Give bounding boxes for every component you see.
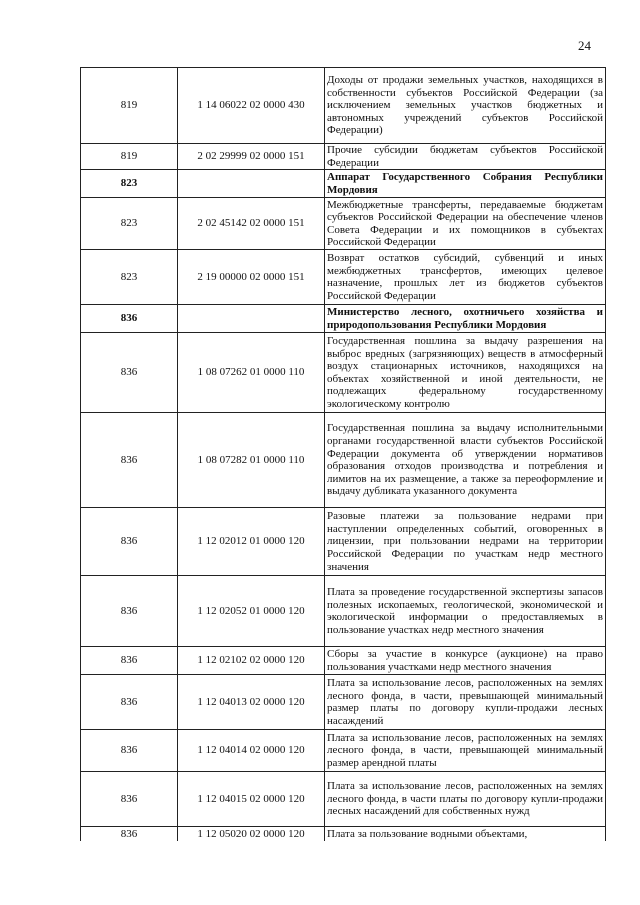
kbk-code-cell: 1 12 02012 01 0000 120 [178, 508, 325, 576]
admin-code-cell: 836 [81, 772, 178, 827]
revenue-codes-table [80, 67, 606, 841]
admin-code-cell: 836 [81, 413, 178, 508]
admin-code-cell: 819 [81, 68, 178, 144]
description-cell: Плата за использование лесов, расположенных на землях лесного фонда, в части, превышающей минимальный размер платы по договору купли-продажи лесных насаждений [325, 675, 606, 730]
table-row [81, 413, 606, 508]
admin-code-cell: 823 [81, 250, 178, 305]
table-row [81, 576, 606, 647]
kbk-code-cell: 1 12 04014 02 0000 120 [178, 730, 325, 772]
description-cell: Плата за использование лесов, расположенных на землях лесного фонда, в части, превышающей минимальный размер арендной платы [325, 730, 606, 772]
description-cell: Плата за проведение государственной экспертизы запасов полезных ископаемых, геологической, экономической и экологической информации о предоставляемых в пользование участках недр местного значения [325, 576, 606, 647]
admin-code-cell: 823 [81, 170, 178, 198]
kbk-code-cell [178, 305, 325, 333]
kbk-code-cell: 1 12 05020 02 0000 120 [178, 827, 325, 841]
table-row [81, 827, 606, 841]
description-cell: Аппарат Государственного Собрания Республики Мордовия [325, 170, 606, 198]
admin-code-cell: 836 [81, 827, 178, 841]
admin-code-cell: 836 [81, 675, 178, 730]
kbk-code-cell: 2 02 45142 02 0000 151 [178, 198, 325, 250]
table-row [81, 508, 606, 576]
description-cell: Государственная пошлина за выдачу разрешения на выброс вредных (загрязняющих) веществ в атмосферный воздух стационарных источников, находящихся на объектах хозяйственной и иной деятельности, не подлежащих федеральному государственному экологическому контролю [325, 333, 606, 413]
admin-code-cell: 836 [81, 730, 178, 772]
table-row [81, 730, 606, 772]
table-row [81, 250, 606, 305]
admin-code-cell: 823 [81, 198, 178, 250]
table-row [81, 170, 606, 198]
description-cell: Сборы за участие в конкурсе (аукционе) на право пользования участками недр местного значения [325, 647, 606, 675]
admin-code-cell: 836 [81, 647, 178, 675]
description-cell: Плата за использование лесов, расположенных на землях лесного фонда, в части платы по договору купли-продажи лесных насаждений для собственных нужд [325, 772, 606, 827]
table-row [81, 144, 606, 170]
kbk-code-cell: 1 12 04013 02 0000 120 [178, 675, 325, 730]
admin-code-cell: 836 [81, 305, 178, 333]
admin-code-cell: 836 [81, 508, 178, 576]
kbk-code-cell: 2 19 00000 02 0000 151 [178, 250, 325, 305]
table-row [81, 772, 606, 827]
kbk-code-cell: 2 02 29999 02 0000 151 [178, 144, 325, 170]
table-row [81, 305, 606, 333]
table-row [81, 198, 606, 250]
admin-code-cell: 836 [81, 333, 178, 413]
kbk-code-cell: 1 12 04015 02 0000 120 [178, 772, 325, 827]
table-row [81, 675, 606, 730]
admin-code-cell: 819 [81, 144, 178, 170]
table-row [81, 68, 606, 144]
description-cell: Министерство лесного, охотничьего хозяйства и природопользования Республики Мордовия [325, 305, 606, 333]
kbk-code-cell [178, 170, 325, 198]
table-row [81, 333, 606, 413]
table-row [81, 647, 606, 675]
kbk-code-cell: 1 14 06022 02 0000 430 [178, 68, 325, 144]
description-cell: Доходы от продажи земельных участков, находящихся в собственности субъектов Российской Федерации (за исключением земельных участков бюджетных и автономных учреждений субъектов Российской Федерации) [325, 68, 606, 144]
admin-code-cell: 836 [81, 576, 178, 647]
page-number: 24 [578, 38, 591, 53]
kbk-code-cell: 1 12 02052 01 0000 120 [178, 576, 325, 647]
description-cell: Межбюджетные трансферты, передаваемые бюджетам субъектов Российской Федерации на обеспечение членов Совета Федерации и их помощников в субъектах Российской Федерации [325, 198, 606, 250]
description-cell: Разовые платежи за пользование недрами при наступлении определенных событий, оговоренных в лицензии, при пользовании недрами на территории Российской Федерации по участкам недр местного значения [325, 508, 606, 576]
kbk-code-cell: 1 08 07262 01 0000 110 [178, 333, 325, 413]
description-cell: Государственная пошлина за выдачу исполнительными органами государственной власти субъектов Российской Федерации документа об утверждении нормативов образования отходов производства и потребления и лимитов на их размещение, а также за переоформление и выдачу дубликата указанного документа [325, 413, 606, 508]
description-cell: Возврат остатков субсидий, субвенций и иных межбюджетных трансфертов, имеющих целевое назначение, прошлых лет из бюджетов субъектов Российской Федерации [325, 250, 606, 305]
description-cell: Прочие субсидии бюджетам субъектов Российской Федерации [325, 144, 606, 170]
kbk-code-cell: 1 08 07282 01 0000 110 [178, 413, 325, 508]
kbk-code-cell: 1 12 02102 02 0000 120 [178, 647, 325, 675]
description-cell: Плата за пользование водными объектами, [325, 827, 606, 841]
